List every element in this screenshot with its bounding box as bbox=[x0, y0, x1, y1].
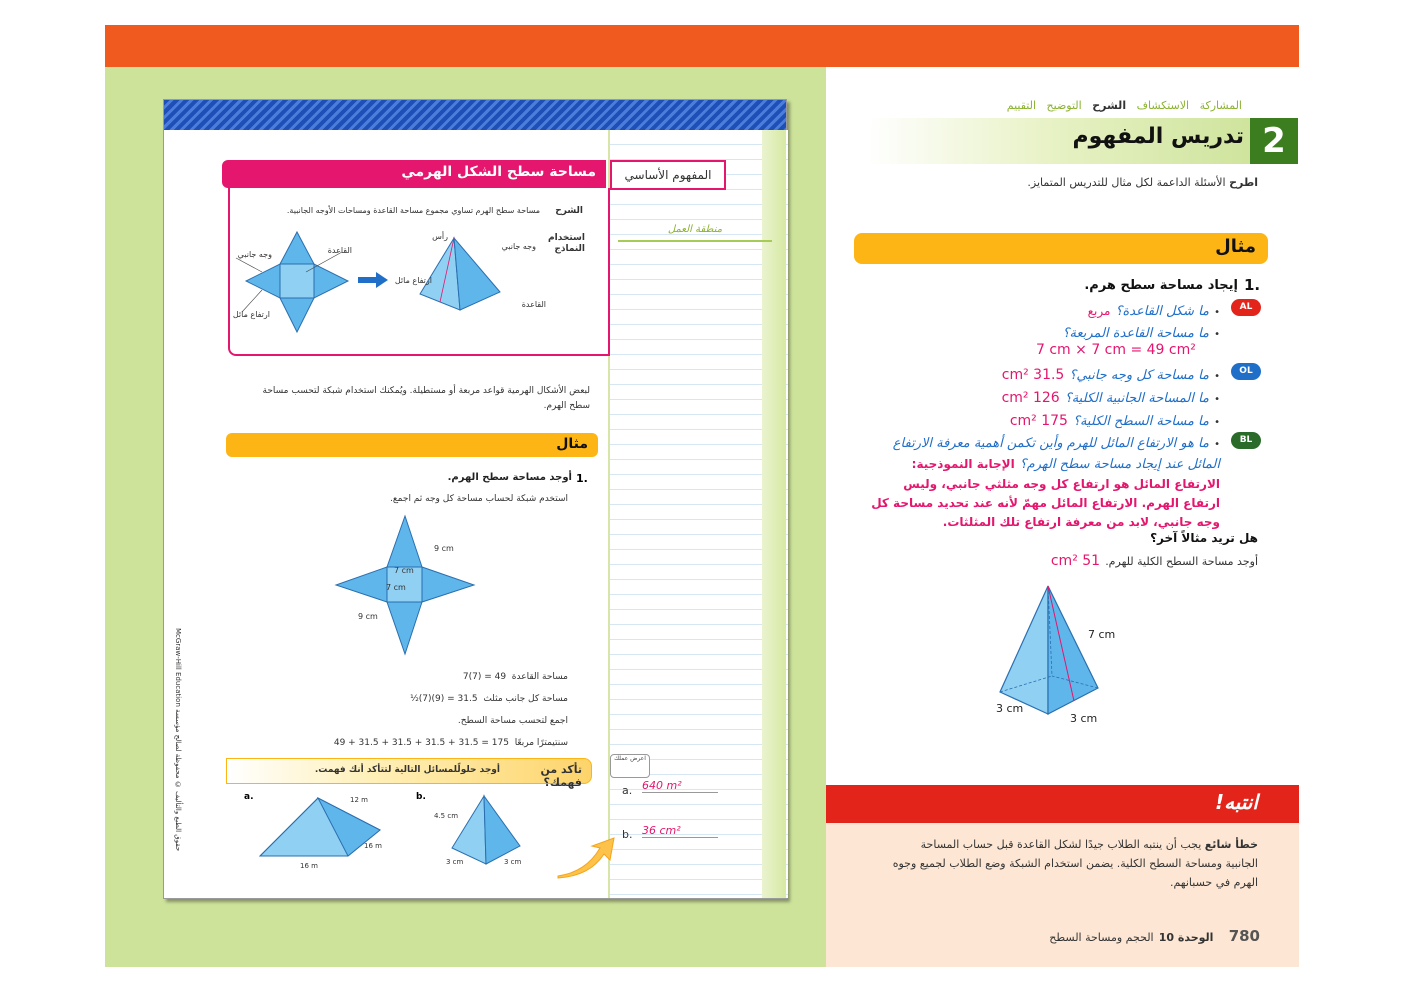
page-number: 780 bbox=[1228, 927, 1260, 945]
another-example-title: هل تريد مثالاً آخر؟ bbox=[1150, 531, 1258, 545]
badge-ol: OL bbox=[1231, 363, 1261, 380]
caution-title: انتبه! bbox=[1214, 790, 1258, 814]
right-arrow-icon bbox=[358, 272, 388, 288]
pyr-label-base: القاعدة bbox=[521, 300, 546, 309]
pyr-label-slant-height: ارتفاع مائل bbox=[394, 276, 432, 285]
nav-tab-explain[interactable]: الشرح bbox=[1092, 99, 1127, 112]
prob-a-label-h: 12 m bbox=[350, 796, 368, 804]
question-row-2: • ما مساحة القاعدة المربعة؟ bbox=[1062, 326, 1220, 341]
pyr-label-vertex: رأس bbox=[432, 232, 448, 241]
curved-arrow-icon bbox=[556, 836, 618, 880]
book-ex-number: 1. bbox=[576, 472, 588, 485]
bullet-icon: • bbox=[1214, 371, 1220, 382]
question-row-5: • ما مساحة السطح الكلية؟ 175 cm² bbox=[1009, 413, 1220, 429]
prob-a-label-w: 16 m bbox=[300, 862, 318, 870]
check-text: أوجد حلولًلمسائل التالية لتتأكد أنك فهمت. bbox=[314, 765, 500, 775]
net-label-base: القاعدة bbox=[327, 246, 352, 255]
pyr-right-label: 3 cm bbox=[1070, 712, 1098, 725]
question-row-1: • ما شكل القاعدة؟ مربع bbox=[1087, 304, 1220, 319]
bullet-icon: • bbox=[1214, 307, 1220, 318]
notes-edge bbox=[762, 130, 786, 898]
nav-tab-explore[interactable]: الاستكشاف bbox=[1136, 99, 1190, 112]
footer-topic: الحجم ومساحة السطح bbox=[1049, 931, 1154, 944]
book-example-bar bbox=[226, 433, 598, 457]
answer-b-letter: b. bbox=[622, 828, 633, 841]
prob-b-label-w: 3 cm bbox=[446, 858, 464, 866]
intro-paragraph: لبعض الأشكال الهرمية قواعد مربعة أو مستطيلة. ويُمكنك استخدام شبكة لتحسب مساحة سطح الهرم. bbox=[262, 386, 590, 411]
pyr-label-lateral-face: وجه جانبي bbox=[501, 242, 536, 251]
nav-tab-engage[interactable]: المشاركة bbox=[1199, 99, 1242, 112]
work-zone-label: منطقة العمل bbox=[618, 224, 772, 242]
pyr-left-label: 3 cm bbox=[996, 702, 1024, 715]
problem-b-pyramid bbox=[448, 794, 524, 866]
section-number: 2 bbox=[1262, 121, 1286, 161]
answer-a: 640 m² bbox=[642, 779, 718, 793]
prob-a-label-l: 16 m bbox=[364, 842, 382, 850]
footer-unit: الوحدة 10 bbox=[1158, 931, 1214, 944]
book-ex-title: أوجد مساحة سطح الهرم. bbox=[447, 472, 572, 483]
calc-row: اجمع لتحسب مساحة السطح. bbox=[457, 716, 568, 726]
example-title: إيجاد مساحة سطح هرم. bbox=[1084, 278, 1238, 293]
bullet-icon: • bbox=[1214, 439, 1220, 450]
question-row-bl: • ما هو الارتفاع المائل للهرم وأين تكمن أهمية معرفة الارتفاع المائل عند إيجاد مساحة سطح الهرم؟ الإجابة النموذجية: الارتفاع المائل هو ارتفاع كل وجه مثلثي جانبي، وليس ارتفاع الهرم. الارتفاع المائل مهمّ لأنه عند تحديد مساحة كل وجه جانبي، لابد من معرفة ارتفاع تلك المثلثات. bbox=[871, 436, 1220, 529]
another-example-pyramid bbox=[996, 584, 1100, 720]
example-label: مثال bbox=[1215, 236, 1256, 257]
badge-al: AL bbox=[1231, 299, 1261, 316]
check-title: تأكد من فهمك؟ bbox=[540, 763, 582, 789]
calc-row: مساحة القاعدة 7(7) = 49 bbox=[462, 672, 568, 682]
lesson-nav bbox=[960, 99, 1242, 115]
net-base-label-2: 7 cm bbox=[386, 583, 406, 592]
bullet-icon: • bbox=[1214, 329, 1220, 340]
answer-a-letter: a. bbox=[622, 784, 633, 797]
net-slant-label: 9 cm bbox=[434, 544, 454, 553]
calc-list bbox=[308, 666, 568, 754]
page-top-hatch bbox=[164, 100, 786, 130]
intro-line: اطرح الأسئلة الداعمة لكل مثال للتدريس المتمايز. bbox=[1027, 176, 1258, 189]
question-row-4: • ما المساحة الجانبية الكلية؟ 126 cm² bbox=[1001, 390, 1220, 406]
answer-row-2: 7 cm × 7 cm = 49 cm² bbox=[1036, 342, 1196, 358]
calc-row: مساحة كل جانب مثلث ½(7)(9) = 31.5 bbox=[410, 694, 568, 704]
prob-b-label-l: 3 cm bbox=[504, 858, 522, 866]
prob-b-label-h: 4.5 cm bbox=[434, 812, 459, 820]
problem-b-letter: b. bbox=[416, 792, 426, 802]
section-title: تدريس المفهوم bbox=[1072, 124, 1244, 149]
bullet-icon: • bbox=[1214, 394, 1220, 405]
problem-a-letter: a. bbox=[244, 792, 254, 802]
caution-text: خطأ شائع يجب أن ينتبه الطلاب جيدًا لشكل القاعدة قبل حساب المساحة الجانبية ومساحة السطح الكلية. يضمن استخدام الشبكة وضع الطلاب لجميع وجوه الهرم في حسبانهم. bbox=[892, 838, 1258, 889]
net-label-slant-height: ارتفاع مائل bbox=[232, 310, 270, 319]
problem-a-pyramid bbox=[256, 796, 386, 862]
key-concept-title: مساحة سطح الشكل الهرمي bbox=[401, 164, 596, 180]
badge-bl: BL bbox=[1231, 432, 1261, 449]
copyright-line: McGraw-Hill Education حقوق الطبع والتأليف © محفوظة لصالح مؤسسة bbox=[174, 628, 182, 852]
example-number: 1. bbox=[1244, 276, 1261, 294]
another-example-line: أوجد مساحة السطح الكلية للهرم. 51 cm² bbox=[1050, 553, 1258, 569]
key-concept-tab: المفهوم الأساسي bbox=[610, 160, 726, 190]
net-label-lateral-face: وجه جانبي bbox=[237, 250, 272, 259]
book-example-label: مثال bbox=[556, 436, 588, 452]
models-label: استخدام النماذج bbox=[548, 233, 585, 254]
show-work-icon: اعرض عملك bbox=[610, 754, 650, 778]
net-side-label: 9 cm bbox=[358, 612, 378, 621]
question-row-3: • ما مساحة كل وجه جانبي؟ 31.5 cm² bbox=[1001, 367, 1220, 383]
top-color-bar bbox=[105, 25, 1299, 67]
student-page-thumbnail bbox=[163, 99, 787, 899]
page-footer bbox=[1030, 926, 1260, 945]
explain-label: الشرح bbox=[555, 206, 583, 216]
bullet-icon: • bbox=[1214, 417, 1220, 428]
answer-b: 36 cm² bbox=[642, 824, 718, 838]
book-ex-instruction: استخدم شبكة لحساب مساحة كل وجه ثم اجمع. bbox=[390, 494, 568, 504]
calc-row: سنتيمترًا مربعًا 49 + 31.5 + 31.5 + 31.5 + 31.5 = 175 bbox=[333, 738, 568, 748]
nav-tab-evaluate[interactable]: التقييم bbox=[1006, 99, 1037, 112]
pyr-slant-label: 7 cm bbox=[1088, 628, 1116, 641]
nav-tab-elaborate[interactable]: التوضيح bbox=[1046, 99, 1082, 112]
net-base-label-1: 7 cm bbox=[394, 566, 414, 575]
explain-text: مساحة سطح الهرم تساوي مجموع مساحة القاعدة ومساحات الأوجه الجانبية. bbox=[286, 206, 540, 215]
